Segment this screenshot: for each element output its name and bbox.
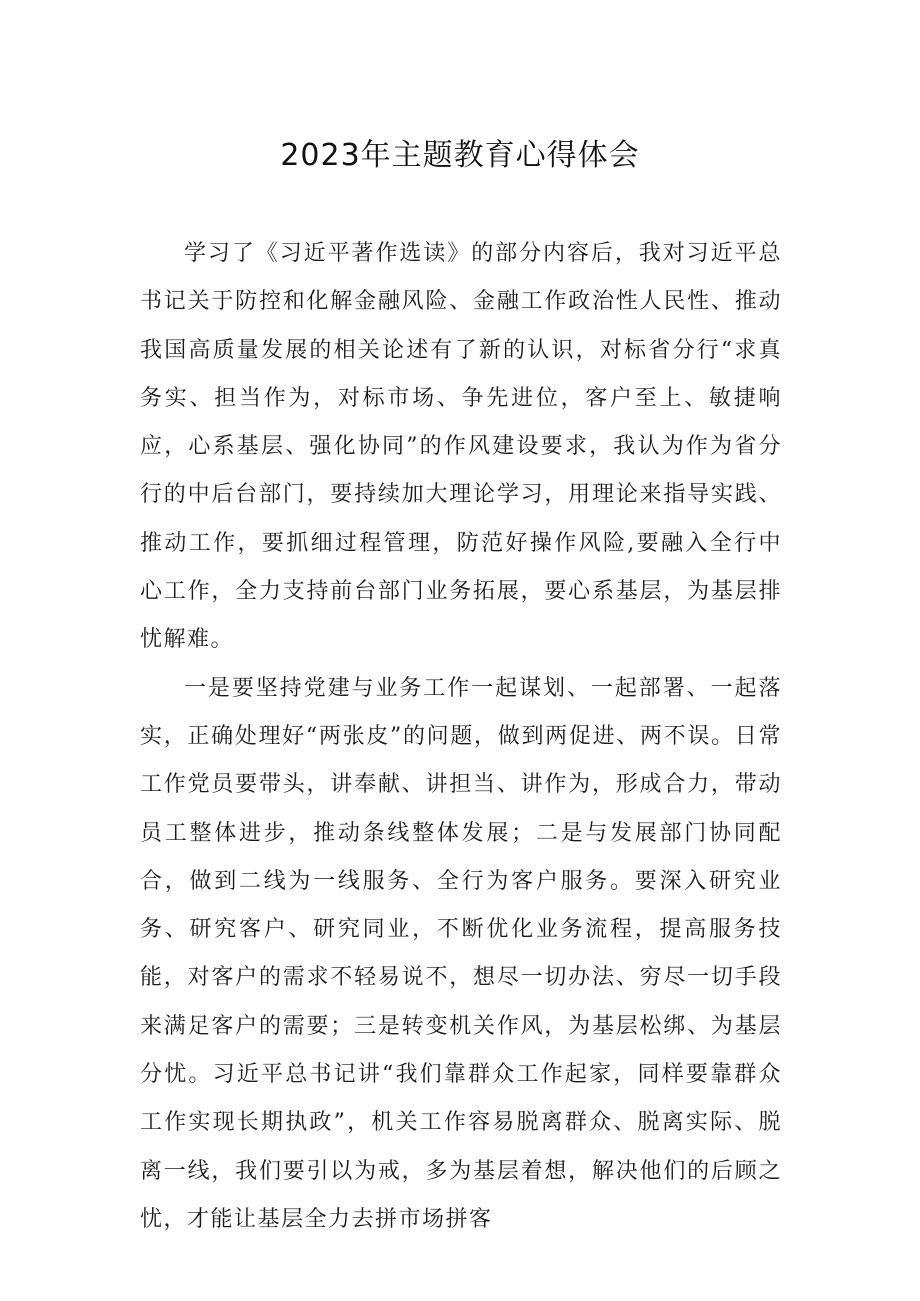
paragraph-first-point: 一是要坚持党建与业务工作一起谋划、一起部署、一起落实，正确处理好“两张皮”的问题，做到两促进、两不误。日常工作党员要带头，讲奉献、讲担当、讲作为，形成合力，带动员工整体进步，推动条线整体发展；二是与发展部门协同配合，做到二线为一线服务、全行为客户服务。要深入研究业务、研究客户、研究同业，不断优化业务流程，提高服务技能，对客户的需求不轻易说不，想尽一切办法、穷尽一切手段来满足客户的需要；三是转变机关作风，为基层松绑、为基层分忧。习近平总书记讲“我们靠群众工作起家，同样要靠群众工作实现长期执政”，机关工作容易脱离群众、脱离实际、脱离一线，我们要引以为戒，多为基层着想，解决他们的后顾之忧，才能让基层全力去拼市场拼客 [140, 675, 782, 1232]
paragraph-intro: 学习了《习近平著作选读》的部分内容后，我对习近平总书记关于防控和化解金融风险、金融工作政治性人民性、推动我国高质量发展的相关论述有了新的认识，对标省分行“求真务实、担当作为，对标市场、争先进位，客户至上、敏捷响应，心系基层、强化协同”的作风建设要求，我认为作为省分行的中后台部门，要持续加大理论学习，用理论来指导实践、推动工作，要抓细过程管理，防范好操作风险,要融入全行中心工作，全力支持前台部门业务拓展，要心系基层，为基层排忧解难。 [140, 241, 782, 653]
document-body [140, 230, 782, 1244]
document-title: 2023年主题教育心得体会 [280, 138, 640, 173]
